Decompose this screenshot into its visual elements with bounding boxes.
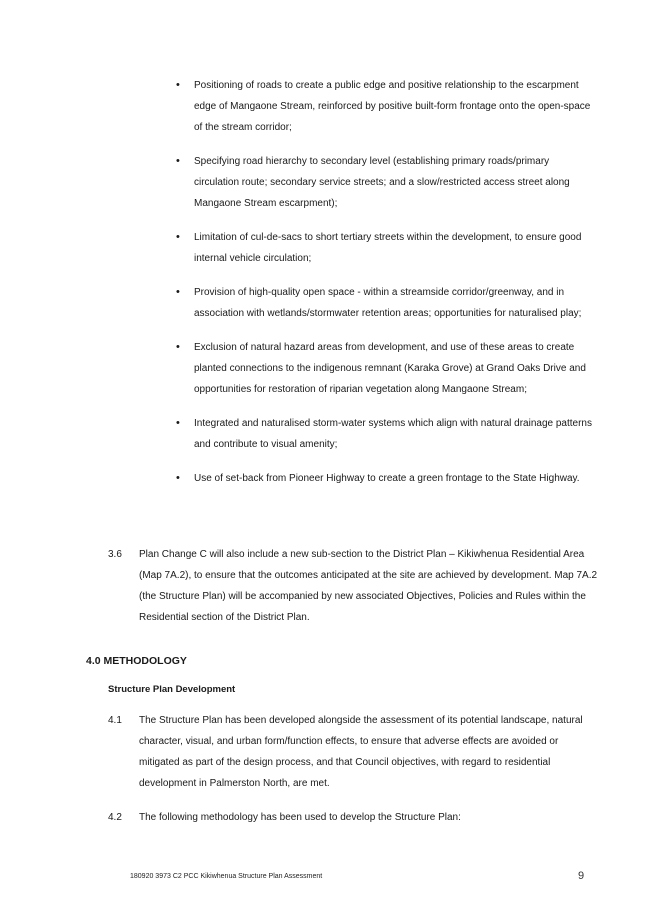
list-item — [176, 151, 596, 214]
bullet-icon: • — [176, 286, 180, 298]
paragraph-3-6 — [108, 544, 600, 628]
bullet-icon: • — [176, 341, 180, 353]
list-item — [176, 282, 596, 324]
bullet-icon: • — [176, 155, 180, 167]
paragraph-number: 3.6 — [108, 549, 122, 560]
list-item-text: Integrated and naturalised storm-water systems which align with natural drainage patterns and contribute to visual amenity; — [194, 418, 592, 450]
bullet-icon: • — [176, 79, 180, 91]
bullet-icon: • — [176, 231, 180, 243]
section-heading: 4.0 METHODOLOGY — [86, 655, 187, 667]
list-item-text: Positioning of roads to create a public edge and positive relationship to the escarpment edge of Mangaone Stream, reinforced by positive built-form frontage onto the open-space of the stream corridor; — [194, 80, 591, 133]
list-item — [176, 75, 596, 138]
footer-document-reference: 180920 3973 C2 PCC Kikiwhenua Structure Plan Assessment — [130, 873, 323, 880]
paragraph-text: Plan Change C will also include a new sub-section to the District Plan – Kikiwhenua Residential Area (Map 7A.2), to ensure that the outcomes anticipated at the site are achieved by development. Map 7A.2 (the Structure Plan) will be accompanied by new associated Objectives, Policies and Rules within the Residential section of the District Plan. — [139, 549, 598, 623]
list-item-text: Exclusion of natural hazard areas from development, and use of these areas to create planted connections to the indigenous remnant (Karaka Grove) at Grand Oaks Drive and opportunities for restoration of riparian vegetation along Mangaone Stream; — [194, 342, 586, 395]
list-item — [176, 413, 596, 455]
bullet-icon: • — [176, 417, 180, 429]
design-principles-list — [176, 75, 596, 502]
list-item-text: Specifying road hierarchy to secondary level (establishing primary roads/primary circulation route; secondary service streets; and a slow/restricted access street along Mangaone Stream escarpment); — [194, 156, 570, 209]
list-item — [176, 468, 596, 489]
paragraph-number: 4.1 — [108, 715, 122, 726]
bullet-icon: • — [176, 472, 180, 484]
list-item — [176, 337, 596, 400]
paragraph-text: The Structure Plan has been developed alongside the assessment of its potential landscape, natural character, visual, and urban form/function effects, to ensure that adverse effects are avoided or mitigated as part of the design process, and that Council objectives, with regard to residential development in Palmerston North, are met. — [139, 715, 583, 789]
paragraph-4-1 — [108, 710, 600, 794]
list-item-text: Limitation of cul-de-sacs to short tertiary streets within the development, to ensure good internal vehicle circulation; — [194, 232, 582, 264]
page-number: 9 — [578, 870, 585, 882]
paragraph-4-2 — [108, 807, 600, 828]
list-item-text: Use of set-back from Pioneer Highway to create a green frontage to the State Highway. — [194, 473, 580, 484]
list-item — [176, 227, 596, 269]
list-item-text: Provision of high-quality open space - within a streamside corridor/greenway, and in association with wetlands/stormwater retention areas; opportunities for naturalised play; — [194, 287, 582, 319]
paragraph-number: 4.2 — [108, 812, 122, 823]
subsection-heading: Structure Plan Development — [108, 684, 236, 695]
paragraph-text: The following methodology has been used to develop the Structure Plan: — [139, 812, 461, 823]
